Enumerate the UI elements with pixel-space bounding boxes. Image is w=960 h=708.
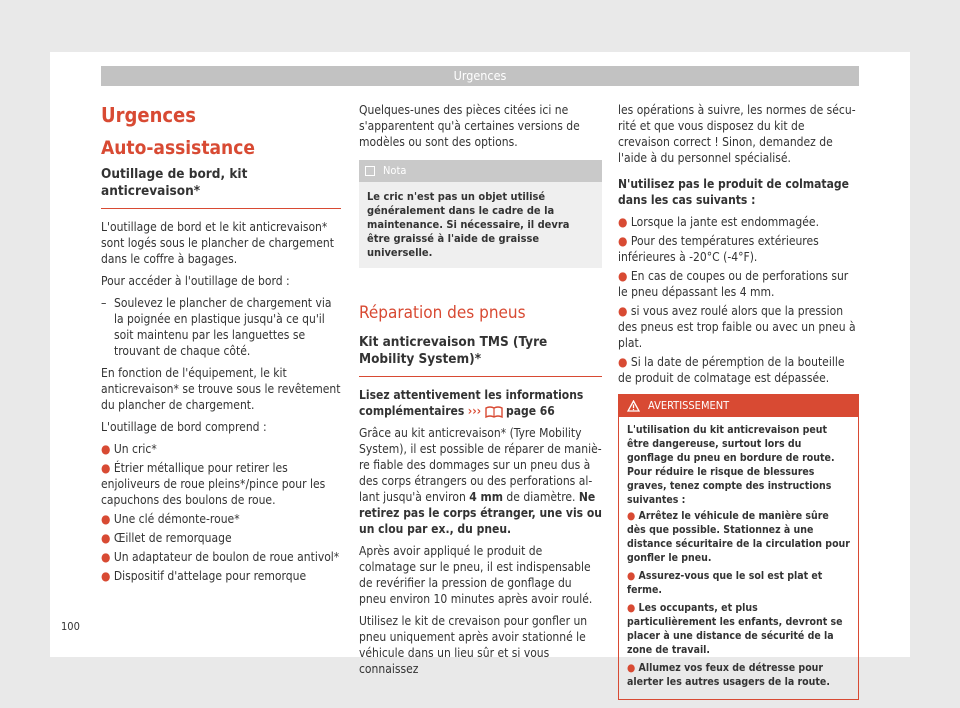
list-item: ● En cas de coupes ou de perforations sur le pneu dépassant les 4 mm. xyxy=(618,269,849,299)
column-right xyxy=(618,102,859,700)
warning-label: AVERTISSEMENT xyxy=(648,399,730,412)
page-number: 100 xyxy=(61,620,80,633)
warning-box xyxy=(618,394,859,700)
warning-item: ● Assurez-vous que le sol est plat et ferme. xyxy=(627,570,823,596)
paragraph: En fonction de l'équipement, le kit anticrevaison* se trouve sous le revêtement du plancher de chargement. xyxy=(101,366,341,412)
list-item: ● Œillet de remorquage xyxy=(101,531,232,545)
list-item: ● Un adaptateur de boulon de roue antivol* xyxy=(101,550,340,564)
warning-header xyxy=(619,395,858,417)
page xyxy=(50,52,910,688)
reference-paragraph: Lisez attentivement les informations complémentaires ››› page 66 xyxy=(359,388,584,418)
paragraph: Utilisez le kit de crevaison pour gonfler un pneu uniquement après avoir stationné le véhicule dans un lieu sûr et si vous connaissez xyxy=(359,614,588,676)
paragraph: Après avoir appliqué le produit de colmatage sur le pneu, il est indispensable de revérifier la pression de gonflage du pneu environ 10 minutes après avoir roulé. xyxy=(359,544,593,606)
note-square-icon xyxy=(365,166,375,176)
note-box xyxy=(359,160,602,268)
chapter-title: Urgences xyxy=(101,103,196,127)
page-header: Urgences xyxy=(101,66,859,86)
section-title-repair: Réparation des pneus xyxy=(359,303,526,323)
warning-text: L'utilisation du kit anticrevaison peut être dangereuse, surtout lors du gonflage du pneu en bordure de route. Pour réduire le risque de blessures graves, tenez compte des instructions suivantes : xyxy=(627,424,835,506)
warning-item: ● Allumez vos feux de détresse pour alerter les autres usagers de la route. xyxy=(627,662,830,688)
dash-item xyxy=(101,295,341,359)
note-text: Le cric n'est pas un objet utilisé généralement dans le cadre de la maintenance. Si nécessaire, il devra être graissé à l'aide de graisse universelle. xyxy=(367,190,570,259)
paragraph: L'outillage de bord et le kit anticrevaison* sont logés sous le plancher de chargement dans le coffre à bagages. xyxy=(101,220,334,266)
paragraph: Quelques-unes des pièces citées ici ne s'apparentent qu'à certaines versions de modèles ou sont des options. xyxy=(359,103,580,149)
list-item: ● Si la date de péremption de la bouteille de produit de colmatage est dépassée. xyxy=(618,355,845,385)
bold-heading: N'utilisez pas le produit de colmatage dans les cas suivants : xyxy=(618,177,849,207)
reference-page-link[interactable]: page 66 xyxy=(505,404,555,418)
warning-item: ● Arrêtez le véhicule de manière sûre dès que possible. Stationnez à une distance sécuritaire de la circulation pour gonfler le pneu. xyxy=(627,510,850,564)
paragraph: les opérations à suivre, les normes de sécurité et que vous disposez du kit de crevaison correct ! Sinon, demandez de l'aide à du personnel spécialisé. xyxy=(618,103,856,165)
column-left xyxy=(101,102,341,587)
list-item: ● Un cric* xyxy=(101,442,157,456)
list-item: ● Étrier métallique pour retirer les enjoliveurs de roue pleins*/pince pour les capuchons des boulons de roue. xyxy=(101,461,326,507)
paragraph: Grâce au kit anticrevaison* (Tyre Mobility System), il est possible de réparer de manière fiable des dommages sur un pneu dus à des corps étrangers ou des perforations allant jusqu'à environ 4 mm de diamètre. Ne retirez pas le corps étranger, une vis ou un clou par ex., du pneu. xyxy=(359,426,602,536)
book-reference-icon xyxy=(485,406,503,418)
section-title: Outillage de bord, kit anticrevaison* xyxy=(101,166,248,199)
paragraph: L'outillage de bord comprend : xyxy=(101,420,267,434)
dash-item-text: Soulevez le plancher de chargement via la poignée en plastique jusqu'à ce qu'il soit maintenu par les languettes se trouvant de chaque côté. xyxy=(114,296,332,358)
warning-item: ● Les occupants, et plus particulièrement les enfants, devront se placer à une distance de sécurité de la zone de travail. xyxy=(627,602,843,656)
list-item: ● Dispositif d'attelage pour remorque xyxy=(101,569,307,583)
note-header xyxy=(359,160,602,182)
section-heading-wrap xyxy=(101,166,341,209)
warning-triangle-icon xyxy=(627,400,640,412)
paragraph: Pour accéder à l'outillage de bord : xyxy=(101,274,290,288)
list-item: ● Une clé démonte-roue* xyxy=(101,512,240,526)
subsection-heading-wrap xyxy=(359,334,602,377)
note-label: Nota xyxy=(383,164,407,177)
reference-arrows: ››› xyxy=(467,404,482,418)
dash-marker: – xyxy=(101,296,107,310)
column-middle xyxy=(359,102,602,683)
list-item: ● Lorsque la jante est endommagée. xyxy=(618,215,819,229)
list-item: ● Pour des températures extérieures inférieures à -20°C (-4°F). xyxy=(618,234,819,264)
list-item: ● si vous avez roulé alors que la pression des pneus est trop faible ou avec un pneu à plat. xyxy=(618,304,856,350)
chapter-subtitle: Auto-assistance xyxy=(101,137,255,159)
subsection-title: Kit anticrevaison TMS (Tyre Mobility System)* xyxy=(359,334,548,367)
warning-body xyxy=(619,417,858,699)
